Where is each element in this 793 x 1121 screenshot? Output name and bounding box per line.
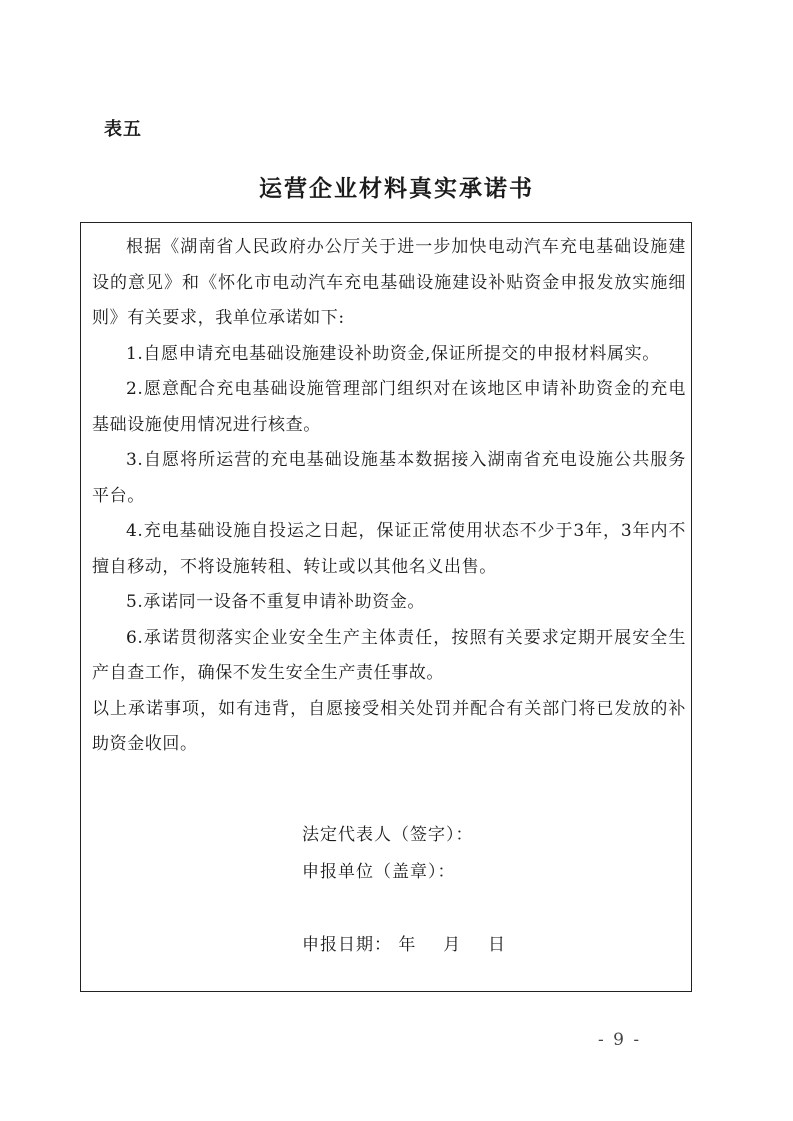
intro-paragraph: 根据《湖南省人民政府办公厅关于进一步加快电动汽车充电基础设施建设的意见》和《怀化市电动汽车充电基础设施建设补贴资金申报发放实施细则》有关要求，我单位承诺如下:: [92, 237, 686, 328]
commitment-item-4: 4.充电基础设施自投运之日起，保证正常使用状态不少于3年，3年内不擅自移动，不将设施转租、转让或以其他名义出售。: [92, 521, 686, 577]
commitment-item-3: 3.自愿将所运营的充电基础设施基本数据接入湖南省充电设施公共服务平台。: [92, 450, 686, 506]
application-date-line: [302, 930, 506, 955]
date-year: 年: [398, 935, 417, 955]
commitment-body: [92, 230, 686, 763]
representative-signature-line: 法定代表人（签字）：: [302, 825, 474, 845]
date-month: 月: [443, 935, 462, 955]
page-number: - 9 -: [598, 1030, 642, 1050]
document-title: 运营企业材料真实承诺书: [259, 175, 534, 202]
date-day: 日: [488, 935, 507, 955]
commitment-item-1: 1.自愿申请充电基础设施建设补助资金,保证所提交的申报材料属实。: [126, 343, 660, 364]
commitment-item-2: 2.愿意配合充电基础设施管理部门组织对在该地区申请补助资金的充电基础设施使用情况进行核查。: [92, 379, 686, 435]
closing-paragraph: 以上承诺事项，如有违背，自愿接受相关处罚并配合有关部门将已发放的补助资金收回。: [92, 698, 686, 754]
commitment-item-5: 5.承诺同一设备不重复申请补助资金。: [126, 592, 426, 612]
date-label: 申报日期：: [302, 935, 392, 955]
unit-seal-line: 申报单位（盖章）：: [302, 862, 456, 882]
commitment-item-6: 6.承诺贯彻落实企业安全生产主体责任，按照有关要求定期开展安全生产自查工作，确保不发生安全生产责任事故。: [92, 627, 686, 683]
table-label: 表五: [104, 119, 142, 140]
